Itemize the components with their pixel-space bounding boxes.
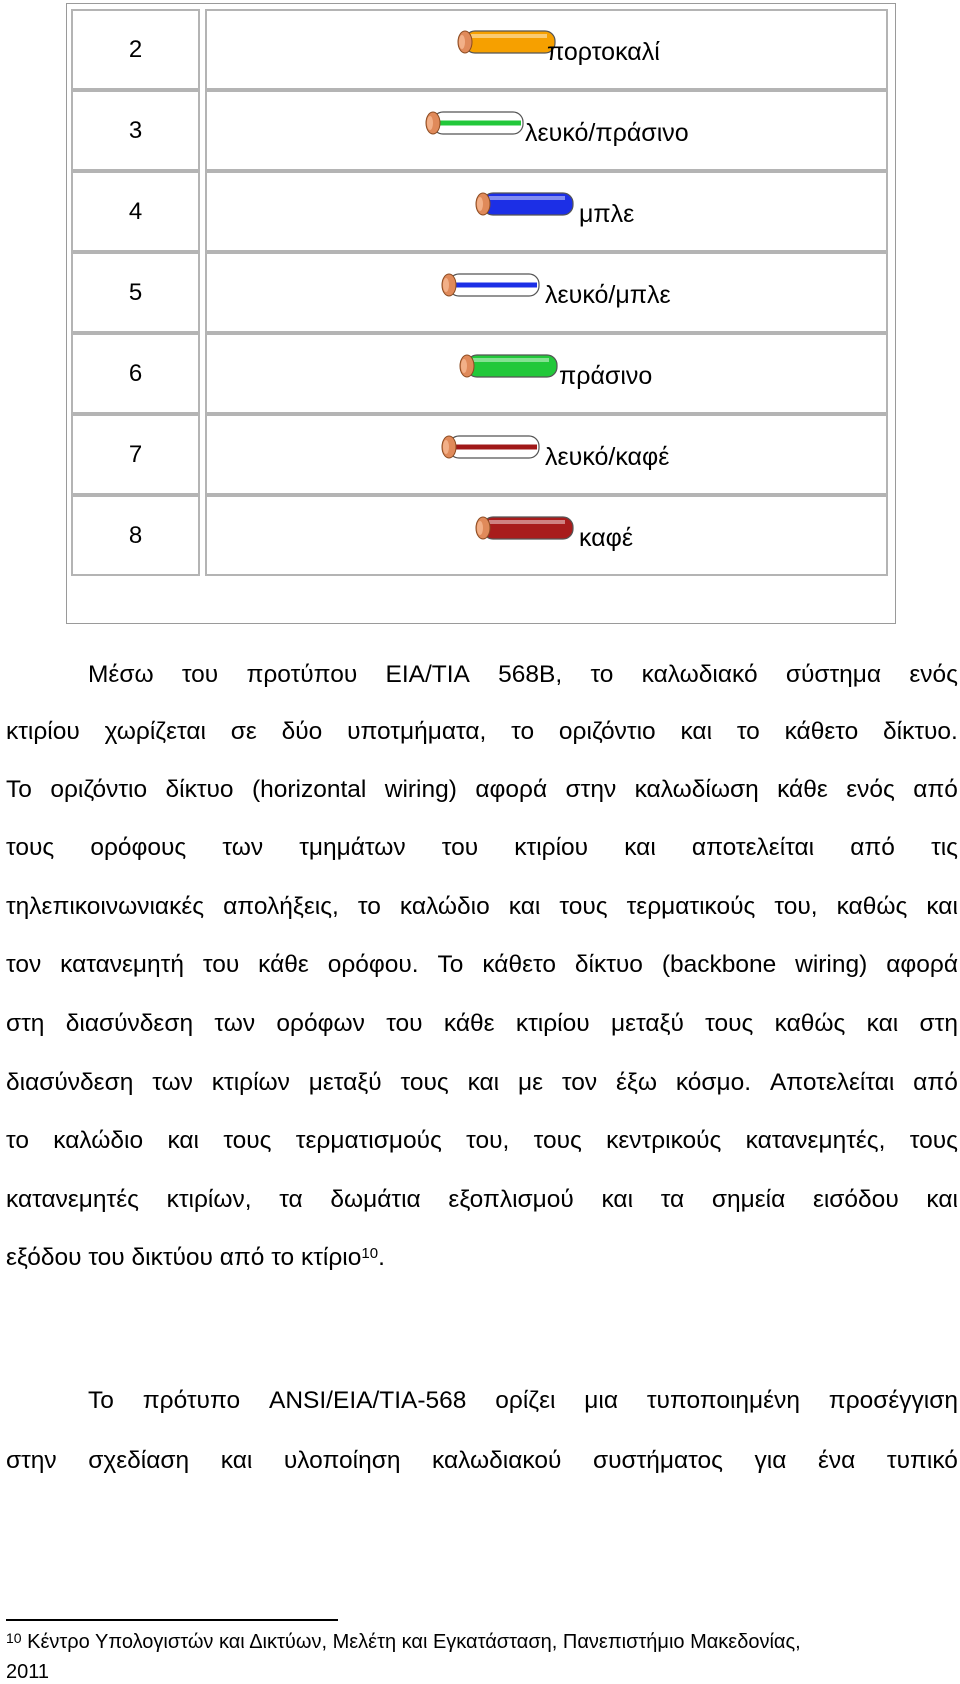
wire-color-label: πορτοκαλί [547,38,660,66]
pin-number: 6 [71,333,200,414]
wire-color-label: λευκό/καφέ [545,443,670,471]
wire-color-label: πράσινο [559,362,653,390]
wire-cell [205,333,888,414]
pin-number: 3 [71,90,200,171]
footnote-reference[interactable]: 10 [361,1245,379,1262]
wire-cell [205,9,888,90]
footnote-text: Κέντρο Υπολογιστών και Δικτύων, Μελέτη και Εγκατάσταση, Πανεπιστήμιο Μακεδονίας, [27,1631,801,1653]
wire-row [67,414,895,500]
paragraph-1-line-5: τηλεπικοινωνιακές απολήξεις, το καλώδιο και τους τερματικούς του, καθώς και [6,893,958,920]
wire-row [67,171,895,257]
footnote [6,1630,958,1654]
wire-row [67,333,895,419]
pin-number: 5 [71,252,200,333]
wire-blue-icon [207,173,886,250]
paragraph-1-line-10: κατανεμητές κτιρίων, τα δωμάτια εξοπλισμού και τα σημεία εισόδου και [6,1186,958,1213]
wire-color-label: λευκό/πράσινο [525,119,689,147]
paragraph-1-line-8: διασύνδεση των κτιρίων μεταξύ τους και με τον έξω κόσμο. Αποτελείται από [6,1069,958,1096]
wire-color-table [66,3,896,624]
paragraph-1-line-7: στη διασύνδεση των ορόφων του κάθε κτιρίου μεταξύ τους καθώς και στη [6,1010,958,1037]
paragraph-1-line-11-end: . [378,1244,385,1271]
paragraph-1-line-4: τους ορόφους των τμημάτων του κτιρίου και αποτελείται από τις [6,834,958,861]
pin-number: 2 [71,9,200,90]
paragraph-1-line-6: τον κατανεμητή του κάθε ορόφου. Το κάθετο δίκτυο (backbone wiring) αφορά [6,951,958,978]
footnote-separator [6,1619,338,1621]
wire-color-label: μπλε [579,200,635,228]
pin-number: 8 [71,495,200,576]
wire-cell [205,90,888,171]
footnote-number: 10 [6,1630,22,1646]
wire-cell [205,171,888,252]
pin-number: 7 [71,414,200,495]
paragraph-1-line-11-text: εξόδου του δικτύου από το κτίριο [6,1244,362,1271]
paragraph-1-line-2: κτιρίου χωρίζεται σε δύο υποτμήματα, το οριζόντιο και το κάθετο δίκτυο. [6,718,958,745]
paragraph-2-line-1: Το πρότυπο ANSI/EIA/TIA-568 ορίζει μια τυποποιημένη προσέγγιση [88,1387,958,1414]
paragraph-1-line-3: Το οριζόντιο δίκτυο (horizontal wiring) αφορά στην καλωδίωση κάθε ενός από [6,776,958,803]
wire-row [67,495,895,581]
footnote-year: 2011 [6,1661,50,1683]
paragraph-1-line-11 [6,1243,958,1273]
wire-brown-icon [207,497,886,574]
paragraph-2-line-2: στην σχεδίαση και υλοποίηση καλωδιακού συστήματος για ένα τυπικό [6,1447,958,1474]
wire-cell [205,495,888,576]
paragraph-1-line-9: το καλώδιο και τους τερματισμούς του, τους κεντρικούς κατανεμητές, τους [6,1127,958,1154]
wire-cell [205,252,888,333]
paragraph-1-line-1: Μέσω του προτύπου EIA/TIA 568B, το καλωδιακό σύστημα ενός [88,661,958,688]
wire-color-label: λευκό/μπλε [545,281,671,309]
pin-number: 4 [71,171,200,252]
wire-row [67,9,895,95]
wire-cell [205,414,888,495]
wire-green-icon [207,335,886,412]
wire-color-label: καφέ [579,524,634,552]
wire-row [67,252,895,338]
wire-row [67,90,895,176]
